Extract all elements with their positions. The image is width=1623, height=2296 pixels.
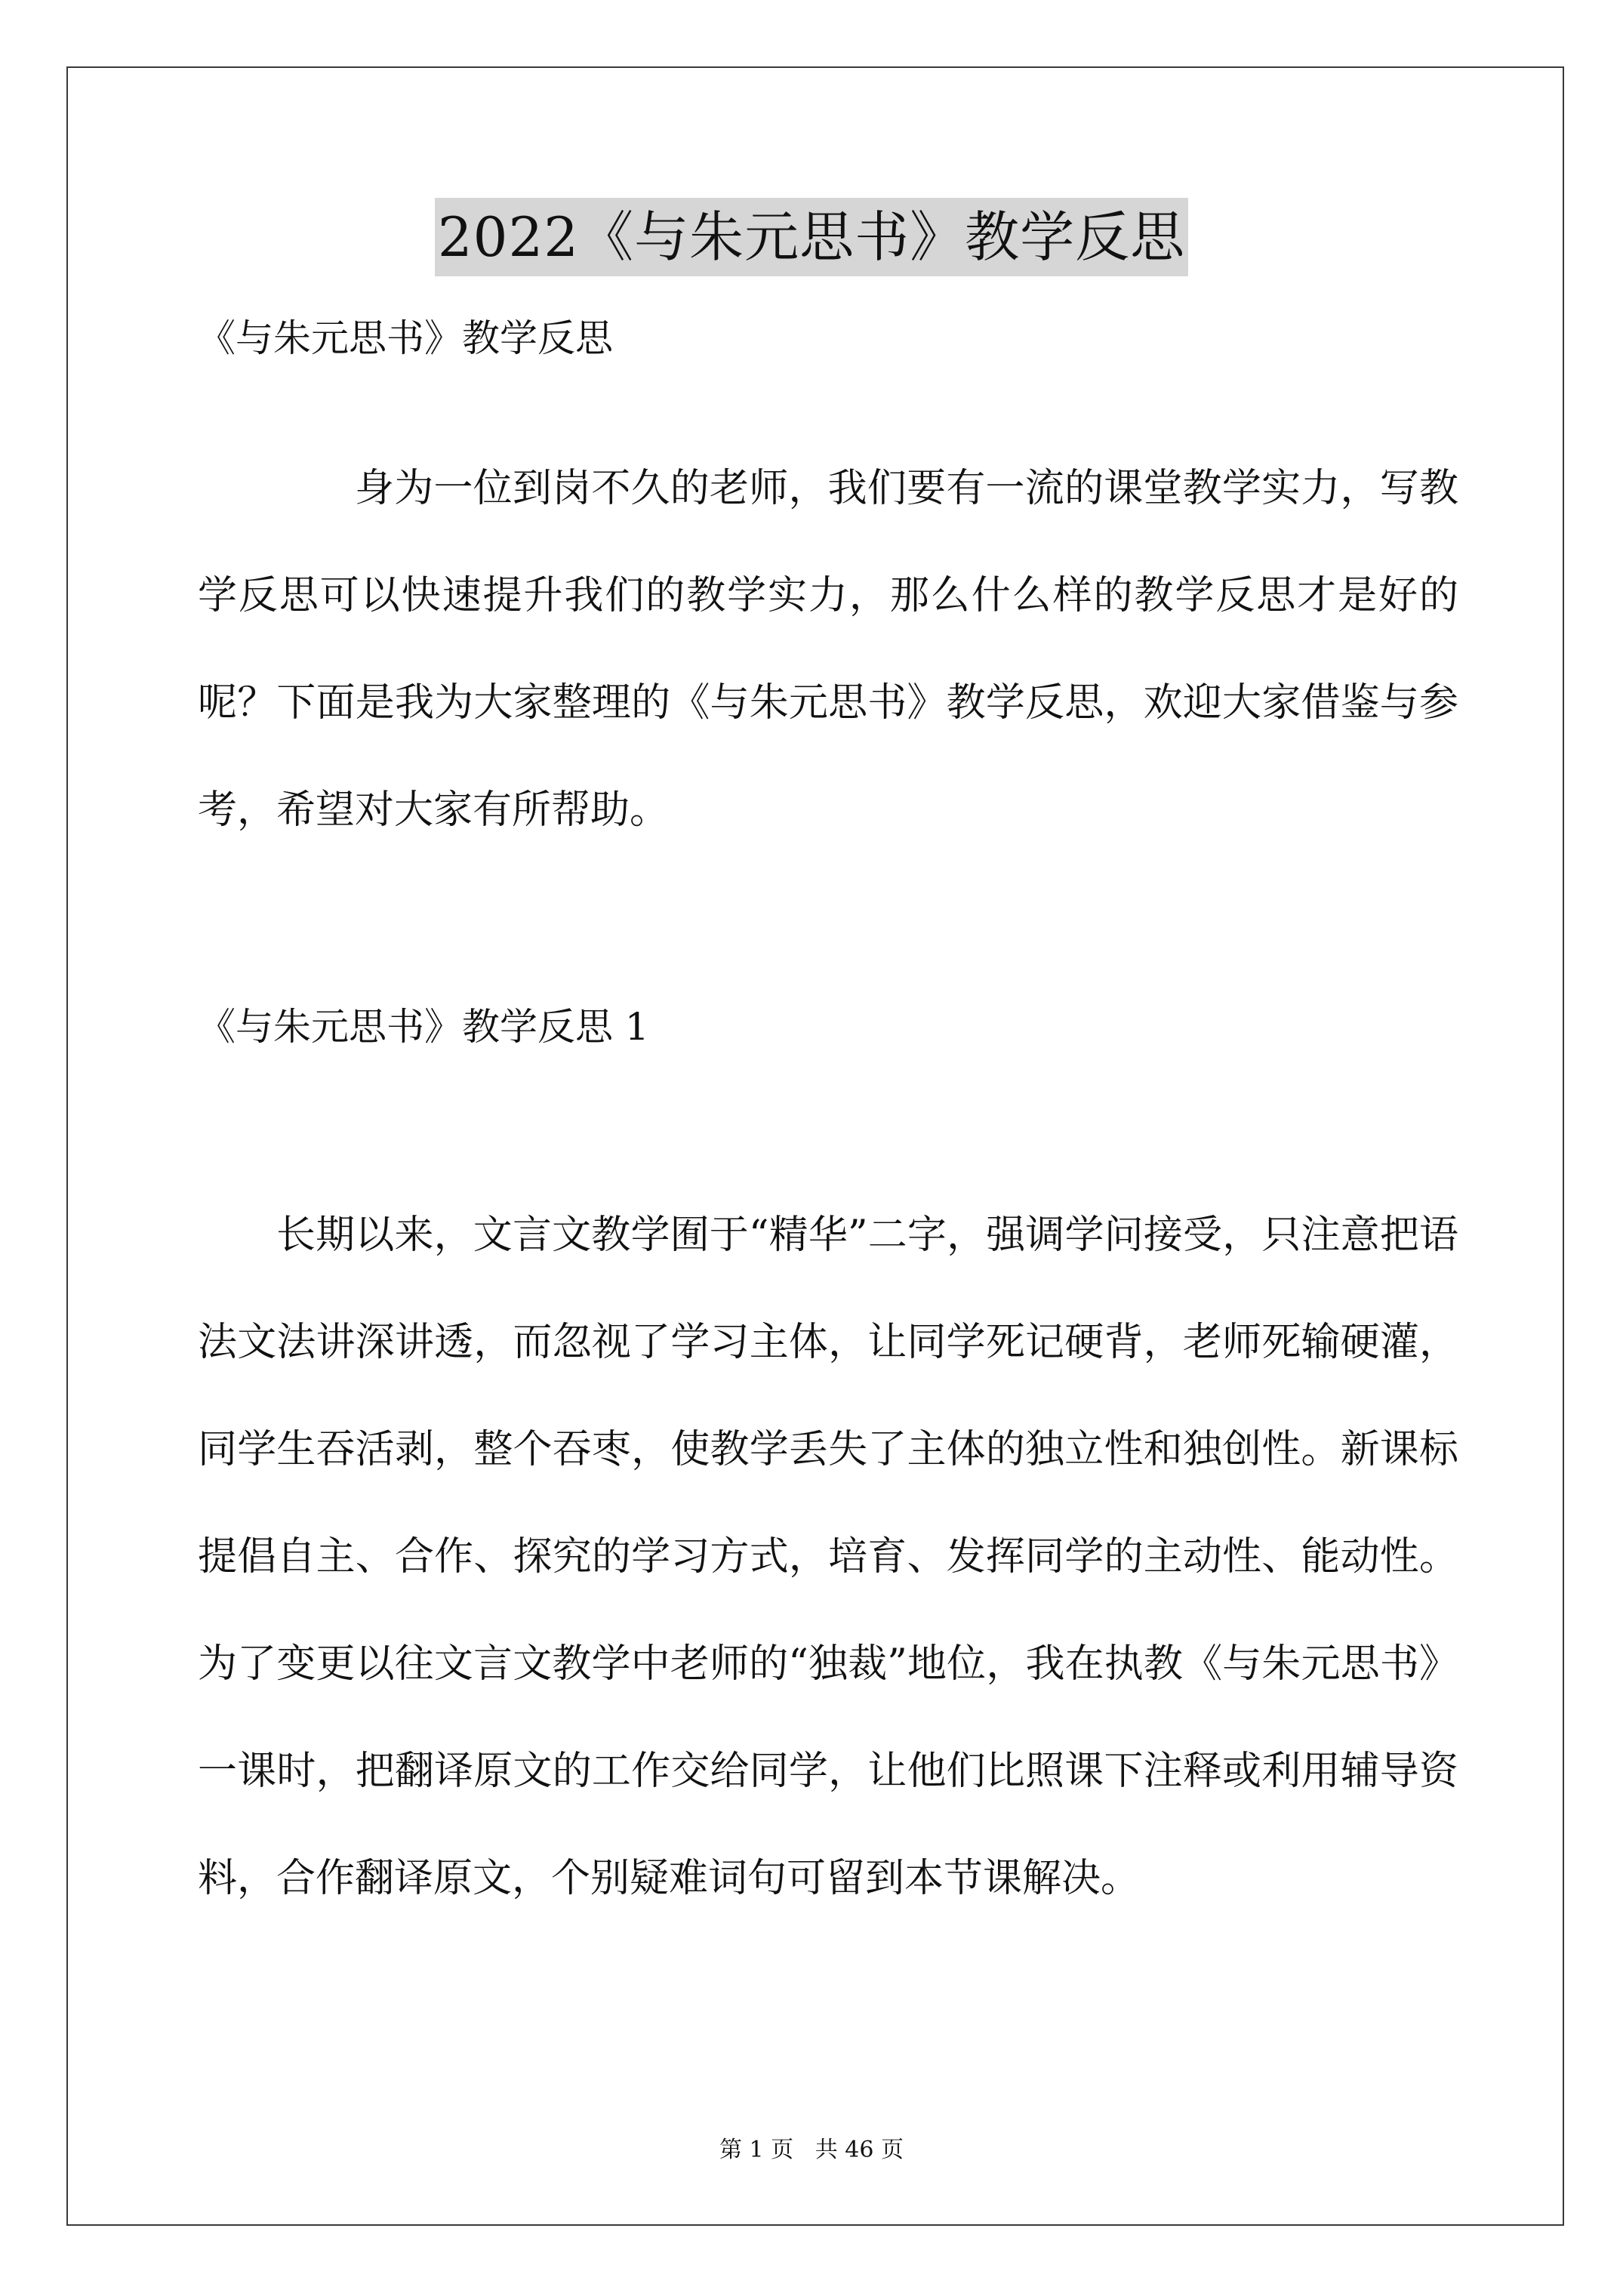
page-number: 第 1 页 共 46 页 — [719, 2137, 904, 2163]
section-paragraph: 长期以来，文言文教学囿于“精华”二字，强调学问接受，只注意把语法文法讲深讲透，而忽视了学习主体，让同学死记硬背，老师死输硬灌，同学生吞活剥，整个吞枣，使教学丢失了主体的独立性和独创性。新课标提倡自主、合作、探究的学习方式，培育、发挥同学的主动性、能动性。为了变更以往文言文教学中老师的“独裁”地位，我在执教《与朱元思书》一课时，把翻译原文的工作交给同学，让他们比照课下注释或利用辅导资料，合作翻译原文，个别疑难词句可留到本节课解决。 — [198, 1213, 1458, 1901]
intro-paragraph: 身为一位到岗不久的老师，我们要有一流的课堂教学实力，写教学反思可以快速提升我们的教学实力，那么什么样的教学反思才是好的呢？下面是我为大家整理的《与朱元思书》教学反思，欢迎大家借鉴与参考，希望对大家有所帮助。 — [198, 466, 1458, 833]
title-container — [0, 198, 1623, 276]
document-title: 2022《与朱元思书》教学反思 — [435, 198, 1188, 276]
section-heading: 《与朱元思书》教学反思 1 — [198, 1005, 649, 1049]
intro-heading: 《与朱元思书》教学反思 — [198, 316, 613, 360]
